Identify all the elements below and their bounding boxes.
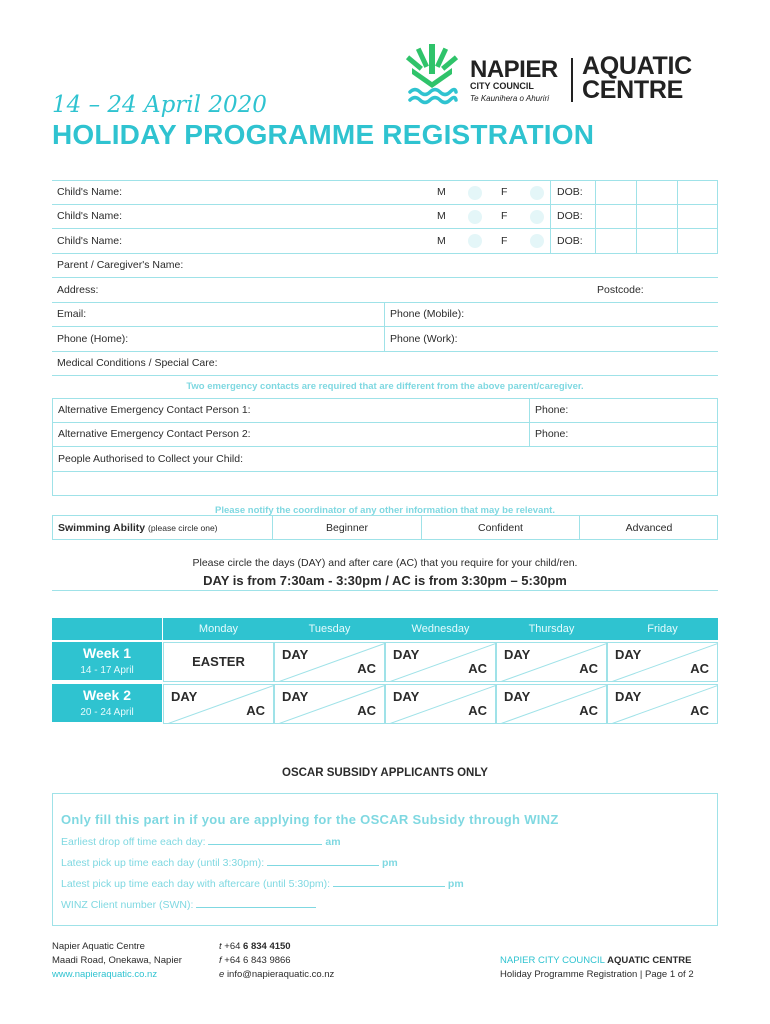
t-number: 6 834 4150 [243,941,291,952]
drop-off-line [61,835,709,848]
notify-note: Please notify the coordinator of any other information that may be relevant. [215,504,555,516]
authorised-field[interactable] [52,472,718,496]
ac-option[interactable]: AC [690,661,709,676]
schedule-corner [52,618,162,640]
day-header-wednesday: Wednesday [385,618,496,640]
footer-address [52,940,182,982]
pickup-hint: (until 3:30pm): [197,857,265,869]
week-2-wednesday[interactable] [385,684,496,724]
date-range: 14 – 24 April 2020 [52,92,267,118]
male-label: M [437,186,446,199]
female-checkbox[interactable] [530,234,544,248]
parent-row[interactable] [52,254,718,279]
t-prefix: +64 [224,941,241,952]
logo [406,42,716,118]
footer-email [219,968,334,982]
alt-contact-1-label: Alternative Emergency Contact Person 1: [58,404,251,417]
week-2-label [52,684,162,722]
alt-contact-2-label: Alternative Emergency Contact Person 2: [58,428,251,441]
female-checkbox[interactable] [530,186,544,200]
parent-name-label: Parent / Caregiver's Name: [57,259,184,272]
ac-option[interactable]: AC [579,661,598,676]
child-name-label: Child's Name: [57,186,123,199]
day-option[interactable]: DAY [171,689,198,704]
pickup-ac-label: Latest pick up time each day with aftercare [61,878,261,890]
day-option[interactable]: DAY [615,647,642,662]
phone-home-label: Phone (Home): [57,332,129,345]
footer-brand-centre: AQUATIC CENTRE [607,955,692,966]
female-label: F [501,234,508,247]
day-option[interactable]: DAY [393,647,420,662]
emergency-note: Two emergency contacts are required that are different from the above parent/caregiver. [186,381,584,392]
male-label: M [437,210,446,223]
ac-option[interactable]: AC [246,703,265,718]
logo-tagline: Te Kaunihera o Ahuriri [470,94,550,103]
logo-napier: NAPIER [470,56,558,83]
am-label: am [325,836,341,848]
day-option[interactable]: DAY [282,647,309,662]
swimming-label: Swimming Ability [58,521,146,534]
footer-brand-council: NAPIER CITY COUNCIL [500,955,605,966]
child-name-label: Child's Name: [57,210,123,223]
week-2-monday[interactable] [163,684,274,724]
day-header-friday: Friday [607,618,718,640]
schedule-hours: DAY is from 7:30am - 3:30pm / AC is from 3:30pm – 5:30pm [203,573,567,588]
week-1-dates: 14 - 17 April [80,665,134,676]
address-row[interactable] [52,278,718,303]
week-1-monday-easter [163,642,274,682]
pm-label: pm [381,857,398,869]
child-row [52,180,718,205]
registration-form [52,180,718,522]
week-2-tuesday[interactable] [274,684,385,724]
day-option[interactable]: DAY [504,647,531,662]
alt-phone-1-label: Phone: [535,404,569,417]
winz-field[interactable] [196,898,316,908]
child-row [52,205,718,230]
medical-label: Medical Conditions / Special Care: [57,357,218,370]
oscar-section [52,793,718,926]
phone-work-label: Phone (Work): [390,332,458,345]
alt-contact-row[interactable] [52,398,718,423]
week-1-friday[interactable] [607,642,718,682]
logo-centre: CENTRE [582,76,683,104]
week-2-friday[interactable] [607,684,718,724]
male-label: M [437,234,446,247]
napier-council-logo-icon [406,42,458,108]
swimming-label-group [53,516,218,539]
pickup-field[interactable] [267,856,379,866]
f-label: f [219,955,222,966]
week-1-tuesday[interactable] [274,642,385,682]
dob-label: DOB: [557,186,583,199]
authorised-label: People Authorised to Collect your Child: [58,452,244,465]
logo-divider [571,58,573,102]
child-row [52,229,718,254]
dob-label: DOB: [557,234,583,247]
winz-label: WINZ Client number (SWN): [61,899,194,911]
pickup-line [61,856,709,869]
pickup-ac-hint: (until 5:30pm): [262,878,331,890]
ac-option[interactable]: AC [690,703,709,718]
day-header-tuesday: Tuesday [274,618,385,640]
week-2-thursday[interactable] [496,684,607,724]
week-1-wednesday[interactable] [385,642,496,682]
swim-option-advanced[interactable]: Advanced [625,521,673,534]
pickup-label: Latest pick up time each day [61,857,195,869]
phone-mobile-label: Phone (Mobile): [390,308,465,321]
oscar-title: Only fill this part in if you are applying for the OSCAR Subsidy through WINZ [61,812,559,827]
logo-city-council: CITY COUNCIL [470,81,534,91]
email-label: Email: [57,308,87,321]
footer-website-link[interactable]: www.napieraquatic.co.nz [52,969,158,980]
swim-option-beginner[interactable]: Beginner [325,521,369,534]
week-1-label [52,642,162,680]
swimming-hint: (please circle one) [148,522,218,533]
week-1-thursday[interactable] [496,642,607,682]
ac-option[interactable]: AC [468,661,487,676]
ac-option[interactable]: AC [468,703,487,718]
footer-org: Napier Aquatic Centre [52,941,145,952]
easter-label: EASTER [192,654,245,669]
footer-fax [219,954,334,968]
footer-contact [219,940,334,982]
female-checkbox[interactable] [530,210,544,224]
dob-label: DOB: [557,210,583,223]
schedule-instruction: Please circle the days (DAY) and after care (AC) that you require for your child/ren. [192,557,578,569]
email-row[interactable] [52,303,718,328]
female-label: F [501,186,508,199]
day-header-thursday: Thursday [496,618,607,640]
alt-phone-2-label: Phone: [535,428,569,441]
male-checkbox[interactable] [468,186,482,200]
medical-row[interactable] [52,352,718,377]
footer-street: Maadi Road, Onekawa, Napier [52,955,182,966]
drop-off-label: Earliest drop off time each day: [61,836,206,848]
week-2-dates: 20 - 24 April [80,707,134,718]
male-checkbox[interactable] [468,234,482,248]
ac-option[interactable]: AC [579,703,598,718]
ac-option[interactable]: AC [357,661,376,676]
female-label: F [501,210,508,223]
day-option[interactable]: DAY [282,689,309,704]
drop-off-field[interactable] [208,835,322,845]
week-2-title: Week 2 [83,687,131,703]
logo-aquatic: AQUATIC [582,52,692,80]
pickup-ac-line [61,877,709,890]
male-checkbox[interactable] [468,210,482,224]
footer-page-info: Holiday Programme Registration | Page 1 of 2 [500,969,694,980]
t-label: t [219,941,222,952]
address-label: Address: [57,283,99,296]
phone-row[interactable] [52,327,718,352]
day-option[interactable]: DAY [393,689,420,704]
week-1-title: Week 1 [83,645,131,661]
oscar-heading: OSCAR SUBSIDY APPLICANTS ONLY [282,767,488,779]
winz-line [61,898,709,911]
footer-phone [219,940,334,954]
logo-aquatic-centre [582,54,692,102]
day-option[interactable]: DAY [615,689,642,704]
postcode-label: Postcode: [597,283,644,296]
swimming-ability-row [52,515,718,540]
child-name-label: Child's Name: [57,234,123,247]
footer-brand [500,954,694,982]
swim-option-confident[interactable]: Confident [478,521,523,534]
ac-option[interactable]: AC [357,703,376,718]
page-title: HOLIDAY PROGRAMME REGISTRATION [52,119,595,150]
e-label: e [219,969,225,980]
pm-label: pm [447,878,464,890]
f-number: +64 6 843 9866 [224,955,291,966]
e-address[interactable]: info@napieraquatic.co.nz [226,969,335,980]
authorised-row[interactable] [52,447,718,472]
day-header-monday: Monday [163,618,274,640]
day-option[interactable]: DAY [504,689,531,704]
pickup-ac-field[interactable] [333,877,445,887]
alt-contact-row[interactable] [52,423,718,448]
